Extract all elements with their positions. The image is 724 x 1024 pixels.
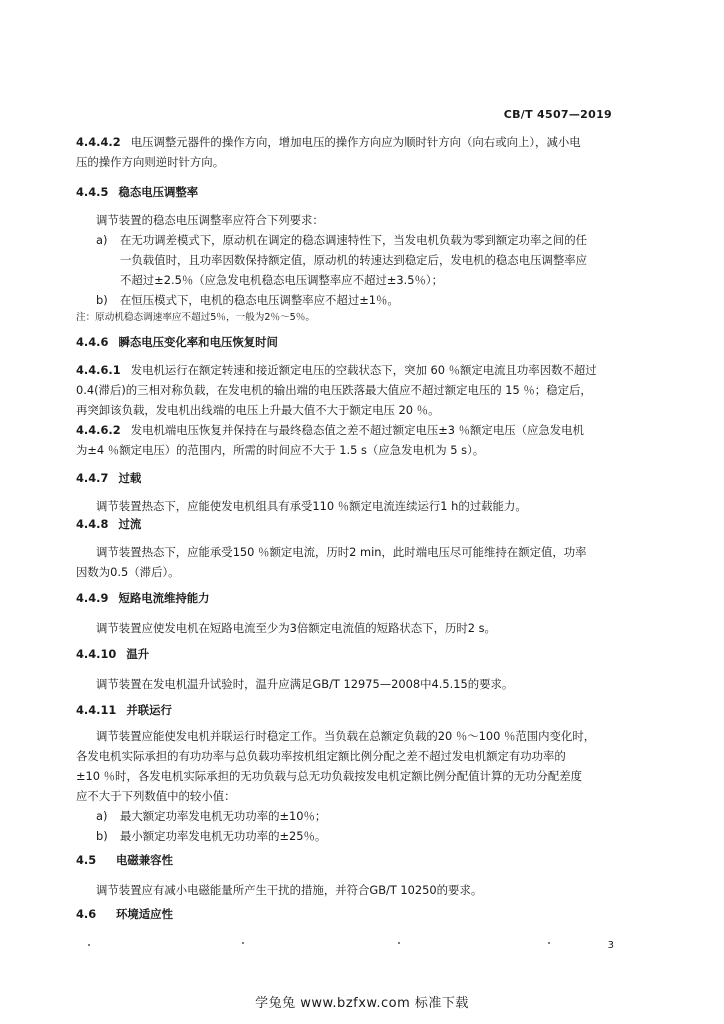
section-number: 4.4.9 — [76, 591, 109, 605]
section-title: 温升 — [126, 647, 150, 661]
clause-line — [76, 360, 622, 380]
scan-speck — [548, 942, 550, 944]
clause-number: 4.4.4.2 — [76, 135, 121, 149]
clause-number: 4.4.6.1 — [76, 363, 121, 377]
paragraph: 调节装置应使发电机在短路电流至少为3倍额定电流值的短路状态下，历时2 s。 — [96, 621, 496, 635]
paragraph: 调节装置应能使发电机并联运行时稳定工作。当负载在总额定负载的20 ％～100 ％范围内变化时， — [96, 729, 596, 743]
clause-text: 0.4(滞后)的三相对称负载，在发电机的输出端的电压跌落最大值应不超过额定电压的 15 ％；稳定后， — [76, 383, 592, 397]
section-heading — [76, 644, 622, 664]
section-4-5 — [76, 850, 622, 900]
list-text: 最大额定功率发电机无功功率的±10％； — [120, 809, 327, 823]
clause-text: 电压调整元器件的操作方向，增加电压的操作方向应为顺时针方向（向右或向上），减小电 — [130, 135, 581, 149]
standard-code: CB/T 4507—2019 — [503, 108, 612, 121]
section-4-4-5-body — [76, 210, 622, 326]
paragraph: 调节装置热态下，应能使发电机组具有承受110 ％额定电流连续运行1 h的过载能力。 — [96, 499, 527, 513]
paragraph: 调节装置应有减小电磁能量所产生干扰的措施，并符合GB/T 10250的要求。 — [96, 883, 483, 897]
clause-text: 为±4 ％额定电压）的范围内，所需的时间应不大于 1.5 s（应急发电机为 5 s）。 — [76, 443, 485, 457]
section-4-4-11 — [76, 700, 622, 846]
section-title: 电磁兼容性 — [116, 853, 173, 867]
paragraph: 调节装置在发电机温升试验时，温升应满足GB/T 12975—2008中4.5.15的要求。 — [96, 677, 514, 691]
section-4-6 — [76, 904, 622, 924]
note: 注：原动机稳态调速率应不超过5％，一般为2％～5％。 — [76, 312, 315, 323]
list-text: 最小额定功率发电机无功功率的±25％。 — [120, 829, 327, 843]
section-title: 瞬态电压变化率和电压恢复时间 — [118, 335, 278, 349]
section-heading — [76, 850, 622, 870]
clause-number: 4.4.6.2 — [76, 423, 121, 437]
section-4-4-7 — [76, 468, 622, 516]
list-item-a — [76, 806, 622, 826]
section-number: 4.4.10 — [76, 647, 117, 661]
list-text: 一负载值时，且功率因数保持额定值，原动机的转速达到稳定后，发电机的稳态电压调整率应 — [120, 253, 588, 267]
paragraph: 调节装置热态下，应能承受150 ％额定电流，历时2 min，此时端电压尽可能维持在额定值，功率 — [96, 545, 587, 559]
section-number: 4.5 — [76, 853, 97, 867]
scan-speck — [398, 942, 400, 944]
section-heading — [76, 700, 622, 720]
scan-speck — [242, 942, 244, 944]
clause-text: 压的操作方向则逆时针方向。 — [76, 155, 225, 169]
section-number: 4.4.7 — [76, 471, 109, 485]
section-heading — [76, 514, 622, 534]
clause-text: 再突卸该负载，发电机出线端的电压上升最大值不大于额定电压 20 ％。 — [76, 403, 440, 417]
section-title: 过流 — [118, 517, 142, 531]
section-number: 4.4.6 — [76, 335, 109, 349]
page-number: 3 — [607, 940, 614, 951]
section-number: 4.4.8 — [76, 517, 109, 531]
section-title: 并联运行 — [126, 703, 172, 717]
clause-text: 发电机运行在额定转速和接近额定电压的空载状态下，突加 60 ％额定电流且功率因数不超过 — [130, 363, 597, 377]
paragraph: 应不大于下列数值中的较小值： — [76, 789, 236, 803]
paragraph: 调节装置的稳态电压调整率应符合下列要求： — [96, 213, 324, 227]
paragraph: 因数为0.5（滞后）。 — [76, 565, 180, 579]
section-heading — [76, 588, 622, 608]
section-4-4-8 — [76, 514, 622, 582]
section-4-4-5 — [76, 182, 622, 202]
clause-text: 发电机端电压恢复并保持在与最终稳态值之差不超过额定电压±3 ％额定电压（应急发电机 — [130, 423, 584, 437]
list-marker: b) — [96, 293, 108, 307]
clause-4-4-6-1 — [76, 360, 622, 420]
section-heading — [76, 332, 622, 352]
section-title: 过载 — [118, 471, 142, 485]
clause-line — [76, 420, 622, 440]
list-marker: a) — [96, 233, 108, 247]
section-heading — [76, 904, 622, 924]
list-text: 在恒压模式下，电机的稳态电压调整率应不超过±1％。 — [120, 293, 399, 307]
section-title: 短路电流维持能力 — [118, 591, 210, 605]
clause-4-4-6-2 — [76, 420, 622, 460]
section-heading — [76, 182, 622, 202]
section-number: 4.4.5 — [76, 185, 109, 199]
section-4-4-9 — [76, 588, 622, 638]
section-title: 环境适应性 — [116, 907, 173, 921]
list-marker: b) — [96, 829, 108, 843]
section-title: 稳态电压调整率 — [118, 185, 199, 199]
list-item-b — [76, 290, 622, 310]
paragraph: ±10 ％时，各发电机实际承担的无功负载与总无功负载按发电机定额比例分配值计算的无功分配差度 — [76, 769, 583, 783]
clause-line — [76, 132, 622, 152]
list-item-a — [76, 230, 622, 290]
scan-speck — [88, 944, 90, 946]
list-text: 在无功调差模式下，原动机在调定的稳态调速特性下，当发电机负载为零到额定功率之间的任 — [120, 233, 588, 247]
section-number: 4.6 — [76, 907, 97, 921]
list-marker: a) — [96, 809, 108, 823]
clause-4-4-4-2 — [76, 132, 622, 172]
footer-watermark: 学兔兔 www.bzfxw.com 标准下载 — [255, 996, 469, 1011]
list-text: 不超过±2.5％（应急发电机稳态电压调整率应不超过±3.5％）； — [120, 273, 443, 287]
section-4-4-10 — [76, 644, 622, 694]
paragraph: 各发电机实际承担的有功功率与总负载功率按机组定额比例分配之差不超过发电机额定有功功率的 — [76, 749, 566, 763]
section-4-4-6 — [76, 332, 622, 352]
section-heading — [76, 468, 622, 488]
list-item-b — [76, 826, 622, 846]
section-number: 4.4.11 — [76, 703, 117, 717]
